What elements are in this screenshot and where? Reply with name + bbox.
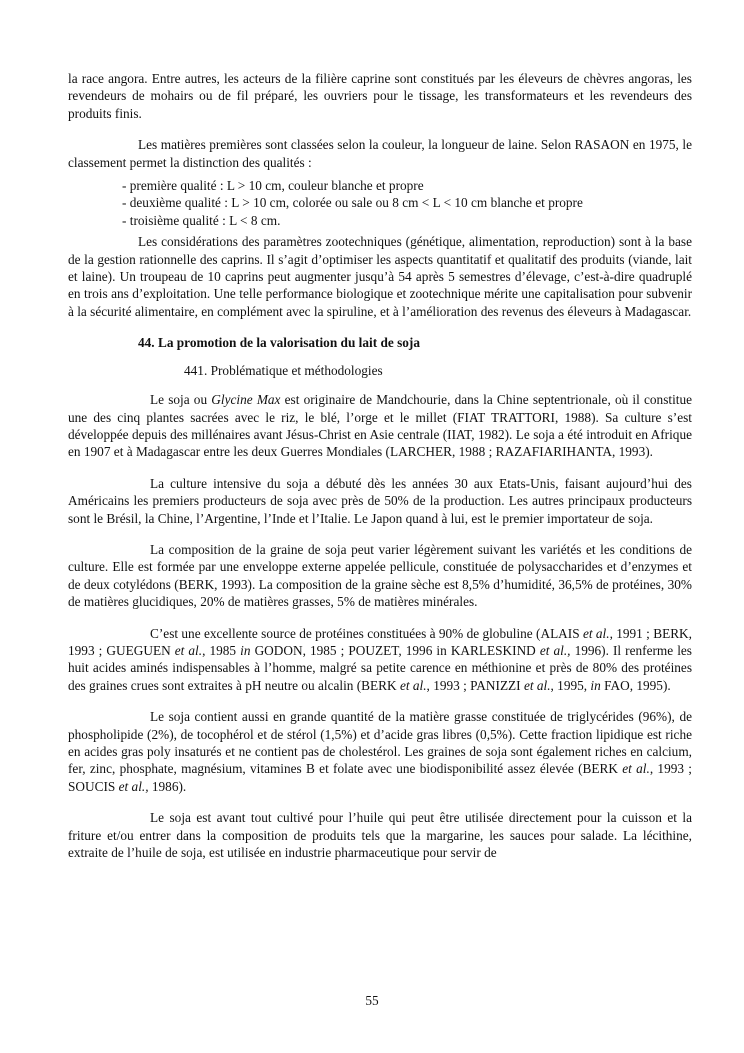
paragraph-intro: la race angora. Entre autres, les acteurs de la filière caprine sont constitués par les éleveurs de chèvres angoras, les revendeurs de mohairs ou de fil préparé, les ouvriers pour le tissage, les transformateurs et les revendeurs des produits finis.: [68, 71, 692, 121]
document-page: [68, 70, 692, 861]
text-run: Le soja ou: [150, 392, 212, 408]
quality-list: [68, 177, 692, 229]
citation-italic: et al.: [174, 642, 203, 658]
text-run: C’est une excellente source de protéines constituées à 90% de globuline (ALAIS: [150, 625, 583, 641]
citation-italic: et al.,: [118, 778, 149, 794]
citation-italic: et al.: [523, 677, 551, 693]
paragraph-zootechnics: Les considérations des paramètres zootechniques (génétique, alimentation, reproduction) sont à la base de la gestion rationnelle des caprins. Il s’agit d’optimiser les aspects quantitatif et qualitatif des produits (viande, lait et laine). Un troupeau de 10 caprins peut augmenter jusqu’à 54 après 5 semestres d’élevage, c’est-à-dire quadruplé en trois ans d’exploitation. Une telle performance biologique et zootechnique mérite une capitalisation pour subvenir à la sécurité alimentaire, en complément avec la spiruline, et à l’amélioration des revenus des éleveurs à Madagascar.: [68, 234, 692, 319]
paragraph-soy-origin: [68, 391, 692, 461]
paragraph-soy-proteins: [68, 625, 692, 695]
citation-italic: et al.,: [539, 642, 571, 658]
section-heading: 44. La promotion de la valorisation du lait de soja: [138, 335, 420, 351]
text-run: , 1991 ; BERK, 1993 ; GUEGUEN: [68, 625, 692, 658]
text-run: 1996). Il renferme les huit acides aminés indispensables à l’homme, malgré sa petite carence en méthionine et près de 80% des protéines des graines crues sont extraites à pH neutre ou alcalin (BERK: [68, 642, 692, 693]
citation-italic: et al.: [622, 761, 650, 777]
text-run: FAO, 1995).: [600, 677, 671, 693]
text-run: 1986).: [148, 778, 187, 794]
citation-italic: in: [590, 677, 601, 693]
paragraph-soy-composition: La composition de la graine de soja peut varier légèrement suivant les variétés et les conditions de culture. Elle est formée par une enveloppe externe appelée pellicule, constituée de polysaccharides et d’enzymes et de deux cotylédons (BERK, 1993). La composition de la graine sèche est 8,5% d’humidité, 36,5% de protéines, 30% de matières glucidiques, 20% de matières grasses, 5% de matières minérales.: [68, 541, 692, 610]
citation-italic: et al.: [582, 625, 610, 641]
text-run: est originaire de Mandchourie, dans la Chine septentrionale, où il constitue une des cinq plantes sacrées avec le riz, le blé, l’orge et le millet (FIAT TRATTORI, 1988). Sa culture s’est développée depuis des millénaires avant Jésus-Christ en Asie centrale (IIAT, 1982). Le soja a été introduit en Afrique en 1907 et à Madagascar entre les deux Guerres Mondiales (LARCHER, 1988 ; RAZAFIARIHANTA, 1993).: [68, 392, 693, 460]
paragraph-soy-fats: [68, 708, 692, 795]
subsection-heading: 441. Problématique et méthodologies: [184, 362, 383, 378]
citation-italic: et al.: [399, 677, 427, 693]
list-item: - première qualité : L > 10 cm, couleur blanche et propre: [122, 178, 424, 194]
text-run: Le soja contient aussi en grande quantité de la matière grasse constituée de triglycérides (96%), de phospholipide (2%), de tocophérol et de stérol (1,5%) et d’acide gras libres (0,5%). Cette fraction lipidique est riche en acides gras poly insaturés et ne contient pas de cholestérol. Les graines de soja sont également riches en calcium, fer, zinc, phosphate, magnésium, vitamines B et folate avec une biodisponibilité assez élevée (BERK: [68, 709, 692, 777]
species-name: Glycine Max: [211, 392, 281, 408]
text-run: , 1993 ; PANIZZI: [426, 677, 524, 693]
page-number: 55: [365, 993, 379, 1008]
text-run: , 1995,: [550, 677, 591, 693]
paragraph-soy-oil: Le soja est avant tout cultivé pour l’huile qui peut être utilisée directement pour la cuisson et la friture et/ou entrer dans la composition de produits tels que la margarine, les sauces pour salade. La lécithine, extraite de l’huile de soja, est utilisée en industrie pharmaceutique pour servir de: [68, 810, 692, 861]
citation-italic: in: [240, 642, 251, 658]
text-run: , 1993 ; SOUCIS: [68, 761, 692, 794]
paragraph-raw-materials: Les matières premières sont classées selon la couleur, la longueur de laine. Selon RASAON en 1975, le classement permet la distinction des qualités :: [68, 137, 692, 170]
paragraph-soy-culture: La culture intensive du soja a débuté dès les années 30 aux Etats-Unis, faisant aujourd’hui des Américains les premiers producteurs de soja avec près de 50% de la production. Les autres principaux producteurs sont le Brésil, la Chine, l’Argentine, l’Inde et l’Italie. Le Japon quand à lui, est le premier importateur de soja.: [68, 475, 692, 526]
list-item: - deuxième qualité : L > 10 cm, colorée ou sale ou 8 cm < L < 10 cm blanche et propre: [122, 195, 583, 211]
text-run: , 1985: [202, 642, 241, 658]
text-run: GODON, 1985 ; POUZET, 1996 in KARLESKIND: [250, 642, 540, 658]
list-item: - troisième qualité : L < 8 cm.: [122, 212, 281, 228]
